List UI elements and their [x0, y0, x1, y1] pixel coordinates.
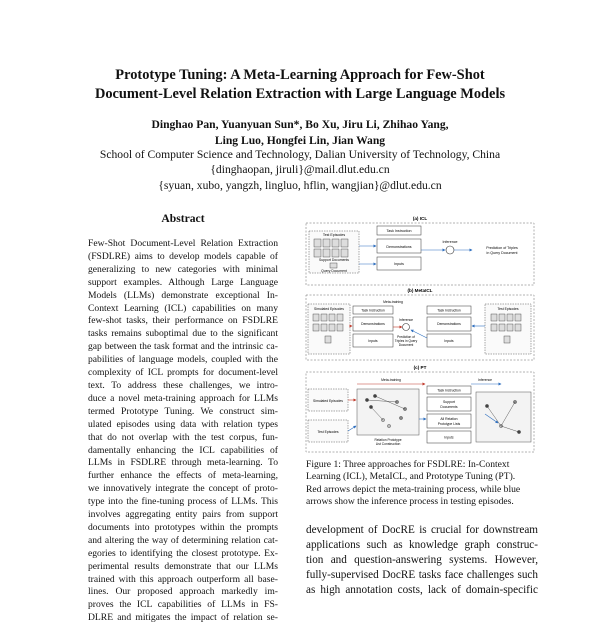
- author-line: Dinghao Pan, Yuanyuan Sun*, Bo Xu, Jiru Li, Zhihao Yang,: [151, 118, 449, 131]
- abstract-line: proves the ICL capabilities of LLMs in FS-: [88, 599, 278, 611]
- abstract-line: documents into prototypes within the prompts: [88, 521, 278, 533]
- caption-line: arrows show the inference process in testing episodes.: [306, 496, 514, 508]
- inputs-label-c: Inputs: [444, 435, 454, 440]
- caption-line: Learning (ICL), MetaICL, and Prototype Tuning (PT).: [306, 471, 516, 483]
- figure-caption: [306, 459, 538, 509]
- abstract-line: tasks remains suboptimal due to the significant: [88, 328, 278, 340]
- abstract-line: Context Learning (ICL) capabilities on many: [88, 302, 278, 314]
- body-line: tion and question-answering systems. However,: [306, 554, 538, 566]
- author-list: [0, 117, 600, 148]
- prediction-b-line1: Prediction of: [397, 335, 415, 339]
- abstract-line: generalizing to new categories with minimal: [88, 263, 278, 275]
- inputs-label-b2: Inputs: [444, 339, 454, 343]
- abstract-line: pabilities of language models, coupled with the: [88, 354, 278, 366]
- abstract-line: text. To address these challenges, we intro-: [88, 379, 278, 391]
- panel-c-title: (c) PT: [413, 365, 427, 370]
- task-instruction-label-b1: Task Instruction: [361, 308, 385, 313]
- inference-label-b: Inference: [398, 318, 414, 322]
- author-line: Ling Luo, Hongfei Lin, Jian Wang: [214, 133, 386, 147]
- abstract-line: duce a novel meta-training approach for LLMs: [88, 392, 278, 404]
- abstract-line: trained with this approach outperform all base-: [88, 573, 278, 585]
- email-line: {dinghaopan, jiruli}@mail.dlut.edu.cn: [210, 163, 390, 177]
- panel-a-title: (a) ICL: [412, 216, 428, 221]
- task-instruction-label-b2: Task Instruction: [437, 308, 461, 313]
- meta-training-label-b: Meta-training: [383, 300, 403, 304]
- body-line: fully-supervised DocRE tasks face challenges such: [306, 569, 538, 581]
- abstract-line: further enhance the effects of meta-learning,: [88, 470, 278, 482]
- llm-icon-b: [403, 324, 410, 331]
- arrow-test-to-space: [348, 426, 356, 431]
- abstract-body: [88, 238, 278, 625]
- body-line: development of DocRE is crucial for downstream: [306, 524, 538, 536]
- simulated-episodes-label-b: Simulated Episodes: [314, 307, 344, 311]
- support-documents-label: Support Documents: [319, 258, 349, 262]
- inputs-label-b1: Inputs: [368, 339, 378, 343]
- abstract-line: termed Prototype Tuning. We construct sim-: [88, 405, 278, 417]
- paper-title: [0, 66, 600, 104]
- abstract-line: type into the fine-tuning process of LLMs. This: [88, 496, 278, 508]
- abstract-line: that do not overlap with the test corpus, fun-: [88, 431, 278, 443]
- inference-label: Inference: [442, 240, 458, 244]
- affiliation: School of Computer Science and Technology, Dalian University of Technology, China: [99, 148, 501, 161]
- all-relation-line2: Prototype Lists: [437, 422, 461, 426]
- abstract-line: DLRE and mitigates the impact of relation se-: [88, 612, 278, 624]
- llm-icon: [446, 246, 454, 254]
- query-document-icon: [330, 263, 337, 268]
- all-relation-line1: All Relation: [440, 417, 458, 421]
- task-instruction-label-c: Task Instruction: [437, 388, 461, 393]
- query-document-label: Query Document: [321, 269, 347, 273]
- inference-label-c: Inference: [477, 378, 493, 382]
- panel-b-title: (b) MetaICL: [407, 288, 433, 293]
- prediction-space-box: [476, 392, 531, 442]
- prediction-b-line2: Triples in Query: [394, 339, 418, 343]
- affiliation-block: [0, 147, 600, 193]
- task-instruction-label: Task Instruction: [386, 229, 412, 233]
- title-line: Document-Level Relation Extraction with Large Language Models: [94, 86, 506, 102]
- abstract-line: (FSDLRE) aims to develop models capable of: [88, 250, 278, 262]
- title-line: Prototype Tuning: A Meta-Learning Approach for Few-Shot: [115, 67, 485, 83]
- abstract-line: egories to identifying the closest prototype. Ex-: [88, 547, 278, 559]
- abstract-line: complexity of ICL prompts for document-level: [88, 367, 278, 379]
- test-episodes-label-c: Test Episodes: [317, 430, 339, 434]
- abstract-line: perimental results demonstrate that our LLMs: [88, 560, 278, 572]
- caption-line: Red arrows depict the meta-training process, while blue: [306, 483, 521, 495]
- abstract-line: Models (LLMs) demonstrate exceptional In-: [88, 289, 278, 301]
- prediction-b-line3: Document: [398, 343, 414, 347]
- meta-training-label-c: Meta-training: [381, 378, 401, 382]
- abstract-line: support examples. Although Large Language: [88, 276, 278, 288]
- relation-prototype-line1: Relation Prototype: [374, 438, 402, 442]
- prediction-label-line1: Prediction of Triples: [486, 246, 518, 250]
- test-episodes-label: Test Episodes: [322, 233, 346, 237]
- demonstrations-label: Demonstrations: [386, 245, 412, 249]
- abstract-line: we innovatively integrate the concept of proto-: [88, 483, 278, 495]
- demonstrations-label-b1: Demonstrations: [361, 322, 385, 326]
- abstract-line: gap between the task format and the intrinsic ca-: [88, 341, 278, 353]
- abstract-line: LLMs in FSDLRE through meta-learning. To: [88, 457, 278, 469]
- abstract-line: and altering the way of determining relation cat-: [88, 534, 278, 546]
- test-episodes-label-b: Test Episodes: [497, 307, 519, 311]
- abstract-line: lines. Our proposed approach markedly im-: [88, 586, 278, 598]
- support-documents-c-line1: Support: [443, 400, 455, 404]
- abstract-line: Few-Shot Document-Level Relation Extraction: [88, 238, 278, 249]
- abstract-line: few-shot tasks, their performance on FSDLRE: [88, 315, 278, 327]
- demonstrations-label-b2: Demonstrations: [437, 322, 461, 326]
- abstract-heading: Abstract: [161, 212, 205, 225]
- simulated-episodes-label-c: Simulated Episodes: [313, 399, 343, 403]
- abstract-line: ulated episodes using data with relation types: [88, 418, 278, 430]
- prediction-label-line2: in Query Document: [486, 251, 518, 255]
- body-line: applications such as knowledge graph construc-: [306, 539, 538, 551]
- body-line: as high annotation costs, lack of domain-specific: [306, 584, 538, 596]
- figure-1-diagram: [305, 214, 535, 454]
- caption-line: Figure 1: Three approaches for FSDLRE: In-Context: [306, 459, 510, 470]
- prototype-space-box: [357, 389, 419, 435]
- relation-prototype-line2: List Construction: [375, 442, 401, 446]
- inputs-label: Inputs: [394, 262, 404, 266]
- body-paragraph: [306, 523, 538, 598]
- email-line: {syuan, xubo, yangzh, lingluo, hflin, wangjian}@dlut.edu.cn: [158, 178, 442, 192]
- abstract-line: damentally enhancing the ICL capabilities of: [88, 444, 278, 456]
- abstract-line: involves aggregating entity pairs from support: [88, 509, 278, 521]
- support-documents-c-line2: Documents: [440, 405, 458, 409]
